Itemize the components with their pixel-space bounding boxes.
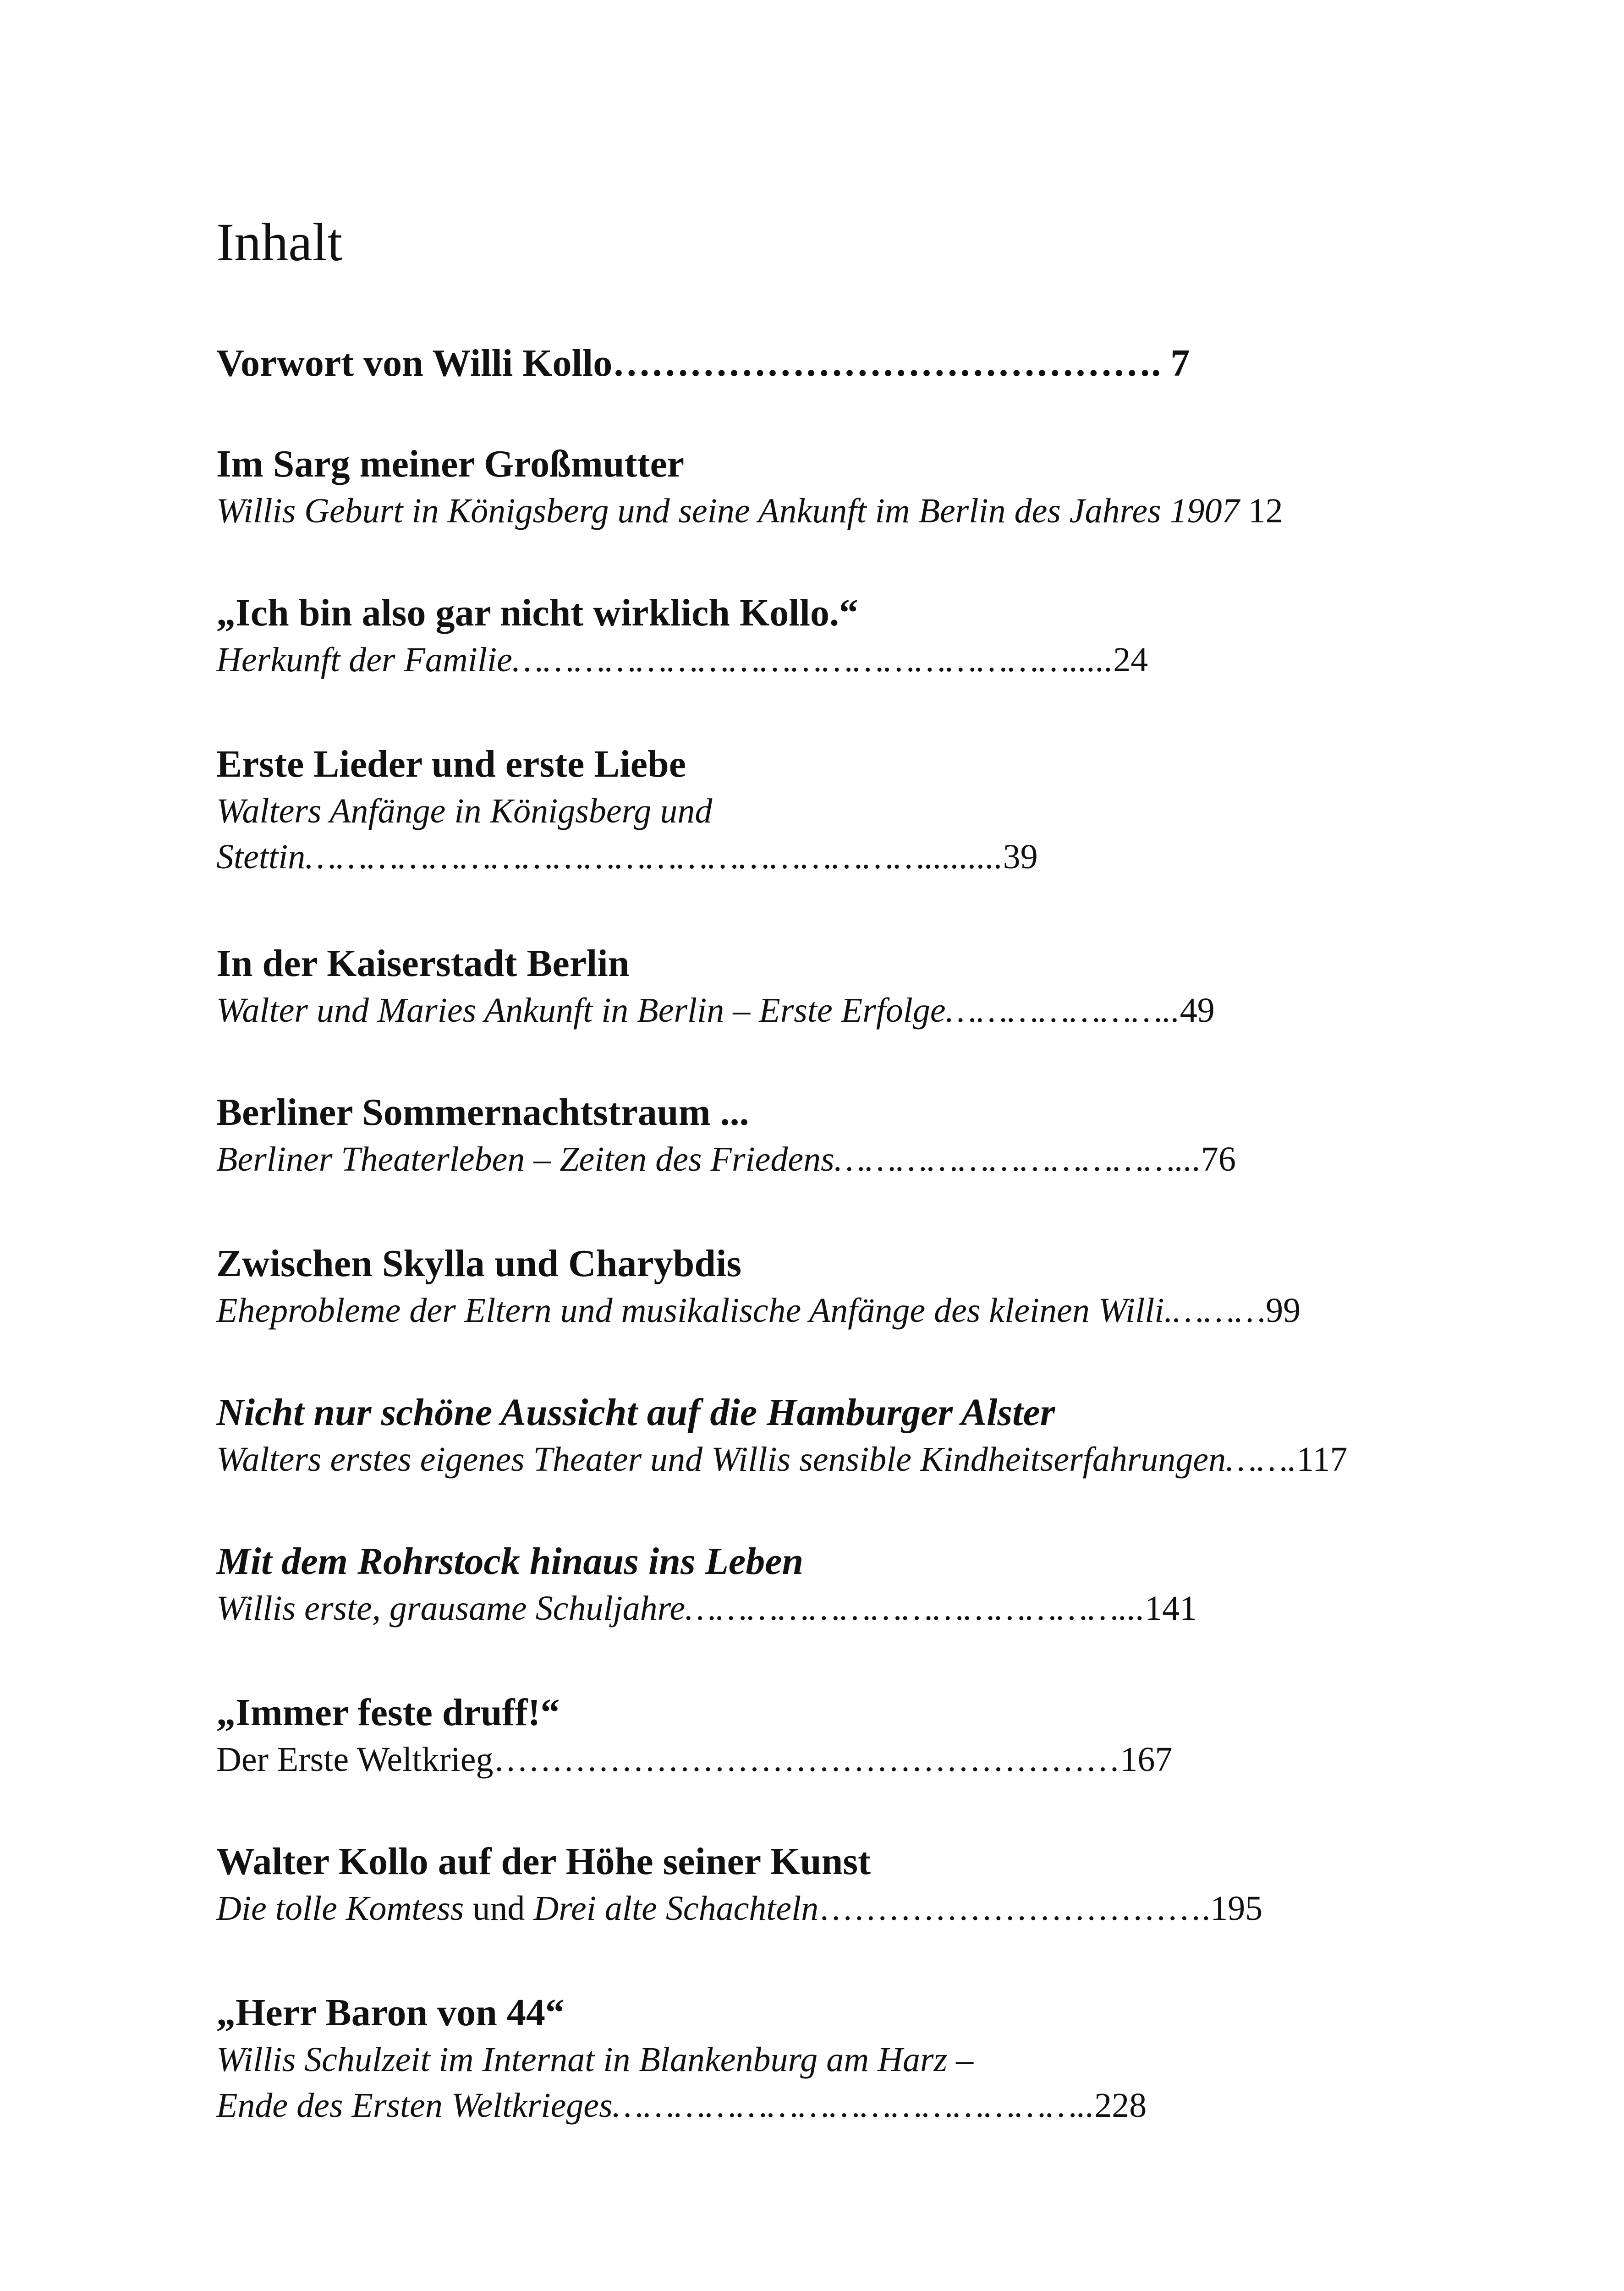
toc-entry-title: Mit dem Rohrstock hinaus ins Leben: [216, 1540, 804, 1583]
toc-page-number: 195: [1210, 1889, 1263, 1928]
toc-entry-subtitle: Der Erste Weltkrieg………………………………………………167: [216, 1740, 1173, 1779]
toc-entry: [216, 939, 1362, 1033]
toc-entry-title: „Immer feste druff!“: [216, 1691, 560, 1734]
toc-entry-foreword: [216, 339, 1362, 387]
toc-entry: [216, 1837, 1362, 1931]
toc-entry-title: Nicht nur schöne Aussicht auf die Hamburger Alster: [216, 1391, 1055, 1434]
toc-page-number: 12: [1248, 492, 1283, 530]
toc-entry-subtitle-line1: Willis Schulzeit im Internat in Blankenburg am Harz –: [216, 2040, 974, 2079]
toc-entry: [216, 1239, 1362, 1333]
toc-entry-title: Vorwort von Willi Kollo……………………………………. 7: [216, 342, 1190, 384]
toc-entry-title: Zwischen Skylla und Charybdis: [216, 1242, 742, 1285]
toc-entry: [216, 740, 1362, 880]
toc-entry: [216, 1989, 1362, 2129]
toc-entry-title: In der Kaiserstadt Berlin: [216, 942, 630, 985]
toc-entry: [216, 1388, 1362, 1482]
toc-page-number: 24: [1113, 641, 1148, 679]
toc-entry-subtitle: Eheprobleme der Eltern und musikalische Anfänge des kleinen Willi.………99: [216, 1291, 1301, 1330]
toc-entry-title: Im Sarg meiner Großmutter: [216, 443, 685, 485]
toc-page-number: 39: [1003, 838, 1038, 877]
toc-page-number: 99: [1266, 1291, 1301, 1330]
toc-entry-subtitle: Herkunft der Familie……………………………………………….....24: [216, 641, 1148, 679]
toc-entry-subtitle: Willis erste, grausame Schuljahre……………………………………...141: [216, 1589, 1197, 1628]
toc-entry: [216, 1088, 1362, 1182]
toc-page-number: 49: [1180, 991, 1215, 1030]
toc-page-number: 141: [1145, 1589, 1197, 1628]
page-title: Inhalt: [216, 212, 343, 272]
toc-entry-subtitle: Willis Geburt in Königsberg und seine Ankunft im Berlin des Jahres 1907 12: [216, 492, 1283, 530]
toc-entry-title: „Herr Baron von 44“: [216, 1991, 565, 2034]
toc-entry-subtitle-line2: Ende des Ersten Weltkrieges………………………………………..228: [216, 2086, 1147, 2125]
toc-entry: [216, 1688, 1362, 1782]
toc-entry-subtitle: Die tolle Komtess und Drei alte Schachteln…………………………….195: [216, 1889, 1263, 1928]
toc-entry-subtitle: Berliner Theaterleben – Zeiten des Friedens……………………………...76: [216, 1140, 1236, 1178]
toc-entry-title: „Ich bin also gar nicht wirklich Kollo.“: [216, 592, 858, 634]
toc-page-number: 117: [1296, 1440, 1348, 1479]
toc-entry-title: Berliner Sommernachtstraum ...: [216, 1091, 749, 1134]
toc-page-number: 76: [1201, 1140, 1236, 1178]
toc-entry-subtitle-line2: Stettin…………………………………………………….........39: [216, 838, 1038, 877]
toc-page-number: 167: [1120, 1740, 1173, 1779]
toc-entry: [216, 589, 1362, 683]
toc-entry: [216, 1537, 1362, 1631]
toc-entry-title: Walter Kollo auf der Höhe seiner Kunst: [216, 1840, 871, 1883]
toc-entry-title: Erste Lieder und erste Liebe: [216, 743, 686, 785]
toc-entry: [216, 440, 1362, 534]
toc-entry-subtitle: Walters erstes eigenes Theater und Willis sensible Kindheitserfahrungen…….117: [216, 1440, 1348, 1479]
toc-entry-subtitle-line1: Walters Anfänge in Königsberg und: [216, 792, 713, 830]
toc-page-number: 228: [1094, 2086, 1147, 2125]
toc-entry-subtitle: Walter und Maries Ankunft in Berlin – Erste Erfolge…………………..49: [216, 991, 1215, 1030]
